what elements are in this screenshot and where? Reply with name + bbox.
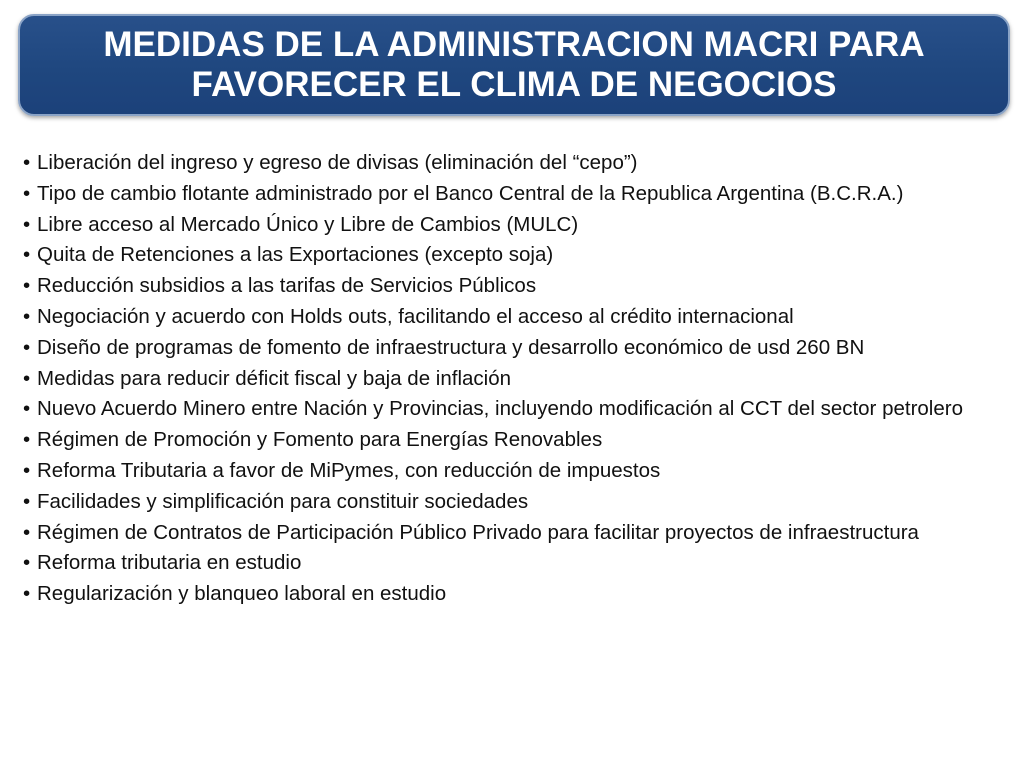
bullet-icon: • — [23, 243, 31, 267]
list-item — [23, 487, 997, 518]
bullet-icon: • — [23, 520, 31, 544]
list-item — [23, 456, 997, 487]
list-item-text: Facilidades y simplificación para constituir sociedades — [37, 489, 529, 513]
bullet-icon: • — [23, 304, 31, 328]
list-item — [23, 425, 997, 456]
list-item-text: Régimen de Contratos de Participación Público Privado para facilitar proyectos de infraestructura — [37, 520, 919, 544]
list-item-text: Reducción subsidios a las tarifas de Servicios Públicos — [37, 274, 537, 298]
list-item-text: Diseño de programas de fomento de infraestructura y desarrollo económico de usd 260 BN — [37, 335, 865, 359]
list-item — [23, 179, 997, 210]
list-item — [23, 548, 997, 579]
list-item — [23, 271, 997, 302]
title-line-1: MEDIDAS DE LA ADMINISTRACION MACRI PARA — [103, 25, 925, 64]
list-item — [23, 148, 997, 179]
bullet-icon: • — [23, 335, 31, 359]
bullet-list — [23, 148, 997, 610]
list-item — [23, 518, 997, 549]
list-item — [23, 579, 997, 610]
bullet-icon: • — [23, 582, 31, 606]
title-banner — [18, 14, 1010, 116]
list-item-text: Nuevo Acuerdo Minero entre Nación y Provincias, incluyendo modificación al CCT del sector petrolero — [37, 397, 963, 421]
list-item-text: Negociación y acuerdo con Holds outs, facilitando el acceso al crédito internacional — [37, 304, 794, 328]
list-item-text: Medidas para reducir déficit fiscal y baja de inflación — [37, 366, 512, 390]
list-item-text: Quita de Retenciones a las Exportaciones (excepto soja) — [37, 243, 554, 267]
bullet-icon: • — [23, 397, 31, 421]
list-item-text: Tipo de cambio flotante administrado por el Banco Central de la Republica Argentina (B.C.R.A.) — [37, 181, 904, 205]
bullet-icon: • — [23, 151, 31, 174]
list-item — [23, 210, 997, 241]
title-line-2: FAVORECER EL CLIMA DE NEGOCIOS — [191, 65, 837, 104]
list-item-text: Reforma tributaria en estudio — [37, 551, 302, 575]
list-item — [23, 333, 997, 364]
bullet-icon: • — [23, 489, 31, 513]
bullet-icon: • — [23, 428, 31, 452]
bullet-icon: • — [23, 274, 31, 298]
bullet-icon: • — [23, 181, 31, 205]
list-item-text: Regularización y blanqueo laboral en estudio — [37, 582, 447, 606]
list-item-text: Régimen de Promoción y Fomento para Energías Renovables — [37, 428, 603, 452]
bullet-icon: • — [23, 212, 31, 236]
bullet-icon: • — [23, 366, 31, 390]
list-item — [23, 394, 997, 425]
list-item-text: Reforma Tributaria a favor de MiPymes, con reducción de impuestos — [37, 458, 661, 482]
bullet-icon: • — [23, 551, 31, 575]
bullet-icon: • — [23, 458, 31, 482]
list-item — [23, 240, 997, 271]
list-item-text: Libre acceso al Mercado Único y Libre de Cambios (MULC) — [37, 212, 579, 236]
list-item — [23, 364, 997, 395]
list-item-text: Liberación del ingreso y egreso de divisas (eliminación del “cepo”) — [37, 151, 638, 174]
list-item — [23, 302, 997, 333]
